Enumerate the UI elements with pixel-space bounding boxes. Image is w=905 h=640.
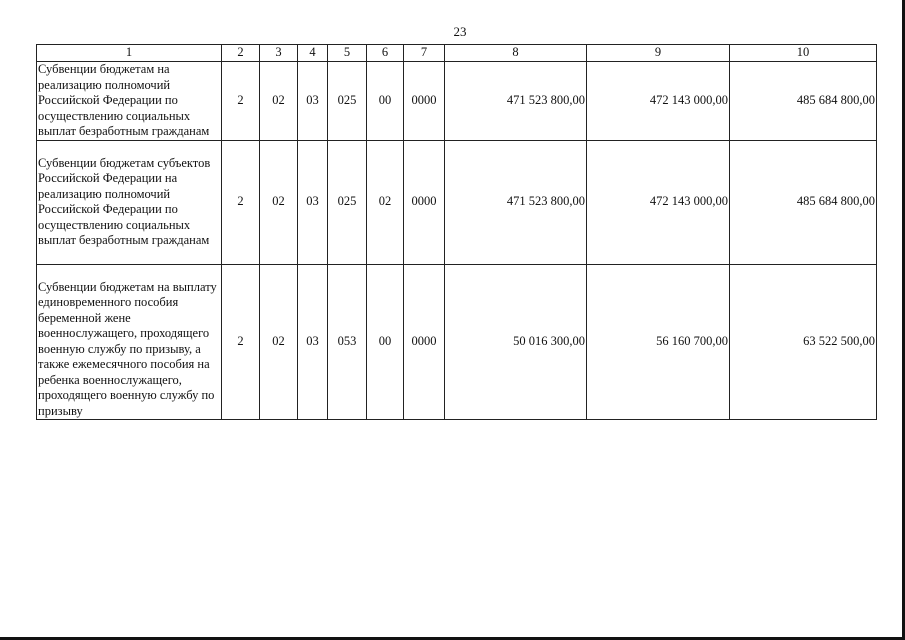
amount-cell: 50 016 300,00	[445, 264, 587, 420]
amount-cell: 471 523 800,00	[445, 140, 587, 264]
code-cell: 2	[222, 140, 260, 264]
row-name-cell	[37, 140, 222, 264]
row-name: Субвенции бюджетам на выплату единовременного пособия беременной жене военнослужащего, проходящего военную службу по призыву, а также ежемесячного пособия на ребенка военнослужащего, проходящего военную службу по призыву	[38, 279, 217, 418]
code-cell: 02	[260, 264, 298, 420]
row-spacer	[38, 249, 220, 264]
row-name-cell	[37, 264, 222, 420]
header-row	[37, 45, 877, 62]
header-cell: 10	[730, 45, 877, 62]
row-spacer	[38, 265, 220, 280]
code-cell: 053	[328, 264, 367, 420]
header-cell: 3	[260, 45, 298, 62]
amount-cell: 63 522 500,00	[730, 264, 877, 420]
code-cell: 03	[298, 140, 328, 264]
code-cell: 03	[298, 62, 328, 141]
header-cell: 2	[222, 45, 260, 62]
amount-cell: 471 523 800,00	[445, 62, 587, 141]
row-name: Субвенции бюджетам на реализацию полномочий Российской Федерации по осуществлению социальных выплат безработным гражданам	[38, 62, 210, 138]
amount-cell: 56 160 700,00	[587, 264, 730, 420]
page-number: 23	[453, 24, 467, 39]
row-name: Субвенции бюджетам субъектов Российской Федерации на реализацию полномочий Российской Федерации по осуществлению социальных выплат безработным гражданам	[38, 155, 211, 247]
code-cell: 02	[260, 140, 298, 264]
header-cell: 8	[445, 45, 587, 62]
header-cell: 1	[37, 45, 222, 62]
code-cell: 0000	[404, 264, 445, 420]
table-row	[37, 62, 877, 141]
header-cell: 6	[367, 45, 404, 62]
header-cell: 9	[587, 45, 730, 62]
table-row	[37, 264, 877, 420]
amount-cell: 485 684 800,00	[730, 140, 877, 264]
code-cell: 03	[298, 264, 328, 420]
header-cell: 7	[404, 45, 445, 62]
code-cell: 025	[328, 140, 367, 264]
code-cell: 2	[222, 62, 260, 141]
table-row	[37, 140, 877, 264]
header-cell: 5	[328, 45, 367, 62]
amount-cell: 472 143 000,00	[587, 62, 730, 141]
header-cell: 4	[298, 45, 328, 62]
code-cell: 00	[367, 62, 404, 141]
code-cell: 2	[222, 264, 260, 420]
code-cell: 0000	[404, 62, 445, 141]
code-cell: 00	[367, 264, 404, 420]
amount-cell: 472 143 000,00	[587, 140, 730, 264]
code-cell: 0000	[404, 140, 445, 264]
row-name-cell	[37, 62, 222, 141]
row-spacer	[38, 141, 220, 156]
code-cell: 02	[367, 140, 404, 264]
amount-cell: 485 684 800,00	[730, 62, 877, 141]
code-cell: 02	[260, 62, 298, 141]
budget-table	[36, 44, 877, 420]
code-cell: 025	[328, 62, 367, 141]
